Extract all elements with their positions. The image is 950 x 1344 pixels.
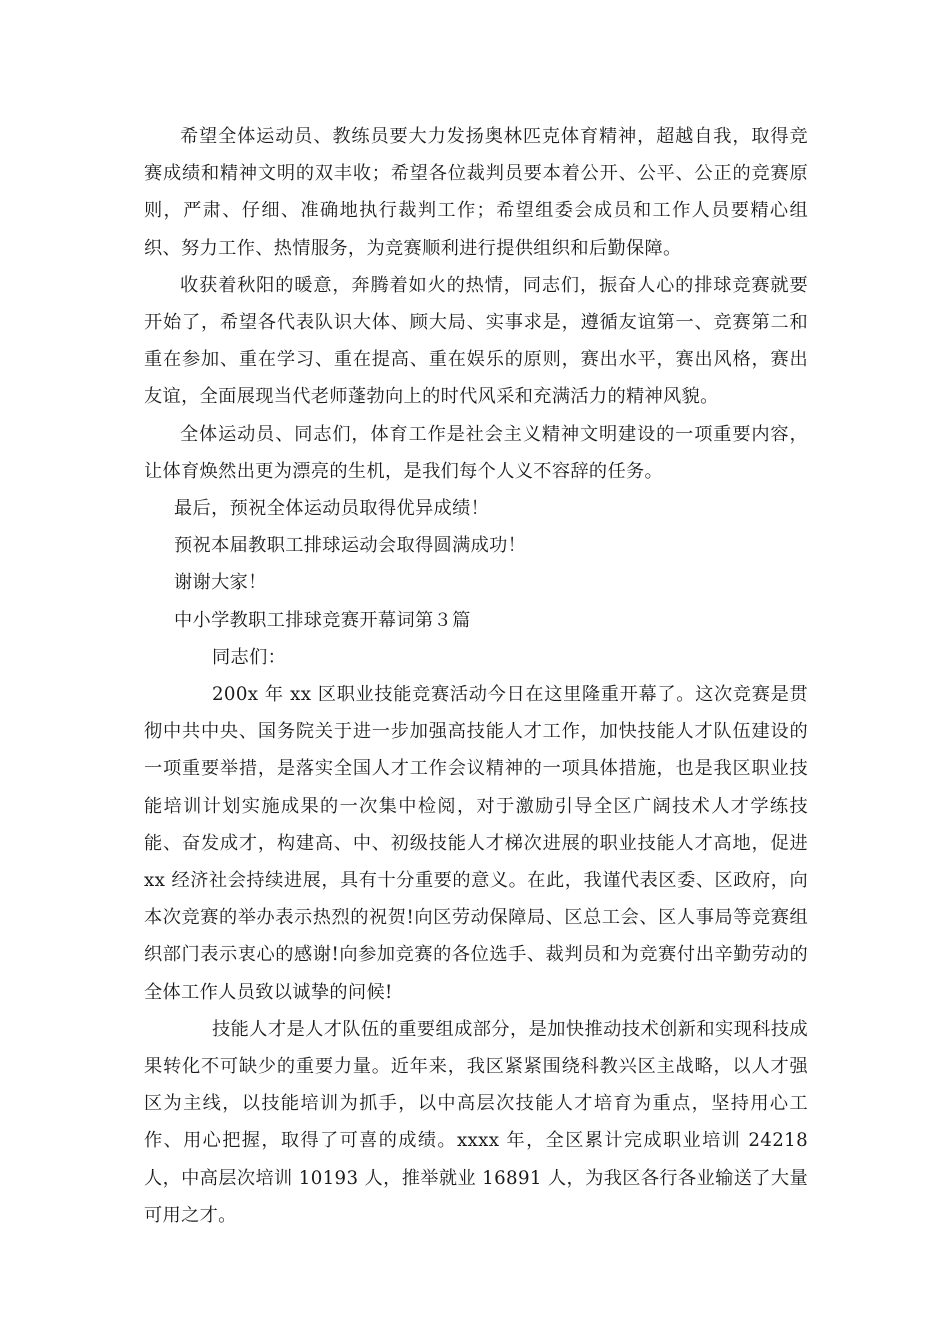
salutation: 同志们： bbox=[212, 646, 287, 668]
paragraph-hopes-athletes-referees: 希望全体运动员、教练员要大力发扬奥林匹克体育精神，超越自我，取得竞赛成绩和精神文明的双丰收；希望各位裁判员要本着公开、公平、公正的竞赛原则，严肃、仔细、准确地执行裁判工作；希望组委会成员和工作人员要精心组织、努力工作、热情服务，为竞赛顺利进行提供组织和后勤保障。 bbox=[144, 126, 808, 259]
section-heading: 中小学教职工排球竞赛开幕词第３篇 bbox=[174, 609, 471, 631]
paragraph-opening-speech: 200x 年 xx 区职业技能竞赛活动今日在这里隆重开幕了。这次竞赛是贯彻中共中央、国务院关于进一步加强高技能人才工作，加快技能人才队伍建设的一项重要举措，是落实全国人才工作会议精神的一项具体措施，也是我区职业技能培训计划实施成果的一次集中检阅，对于激励引导全区广阔技术人才学练技能、奋发成才，构建高、中、初级技能人才梯次进展的职业技能人才高地，促进 xx 经济社会持续进展，具有十分重要的意义。在此，我谨代表区委、区政府，向本次竞赛的举办表示热烈的祝贺!向区劳动保障局、区总工会、区人事局等竞赛组织部门表示衷心的感谢!向参加竞赛的各位选手、裁判员和为竞赛付出辛勤劳动的全体工作人员致以诚挚的问候! bbox=[144, 684, 815, 1003]
document-body bbox=[144, 118, 815, 1234]
paragraph-sports-work: 全体运动员、同志们，体育工作是社会主义精神文明建设的一项重要内容，让体育焕然出更为漂亮的生机，是我们每个人义不容辞的任务。 bbox=[144, 423, 808, 482]
paragraph-thanks: 谢谢大家！ bbox=[174, 572, 267, 594]
paragraph-skilled-talent: 技能人才是人才队伍的重要组成部分，是加快推动技术创新和实现科技成果转化不可缺少的重要力量。近年来，我区紧紧围绕科教兴区主战略，以人才强区为主线，以技能培训为抓手，以中高层次技能人才培育为重点，坚持用心工作、用心把握，取得了可喜的成绩。xxxx 年，全区累计完成职业培训 24218 人，中高层次培训 10193 人，推举就业 16891 人，为我区各行各业输送了大量可用之才。 bbox=[144, 1018, 815, 1226]
paragraph-meeting-wish: 预祝本届教职工排球运动会取得圆满成功！ bbox=[174, 535, 527, 557]
paragraph-closing-wish: 最后，预祝全体运动员取得优异成绩！ bbox=[174, 498, 490, 520]
paragraph-competition-start: 收获着秋阳的暖意，奔腾着如火的热情，同志们，振奋人心的排球竞赛就要开始了，希望各代表队识大体、顾大局、实事求是，遵循友谊第一、竞赛第二和重在参加、重在学习、重在提高、重在娱乐的原则，赛出水平，赛出风格，赛出友谊，全面展现当代老师蓬勃向上的时代风采和充满活力的精神风貌。 bbox=[144, 274, 808, 408]
